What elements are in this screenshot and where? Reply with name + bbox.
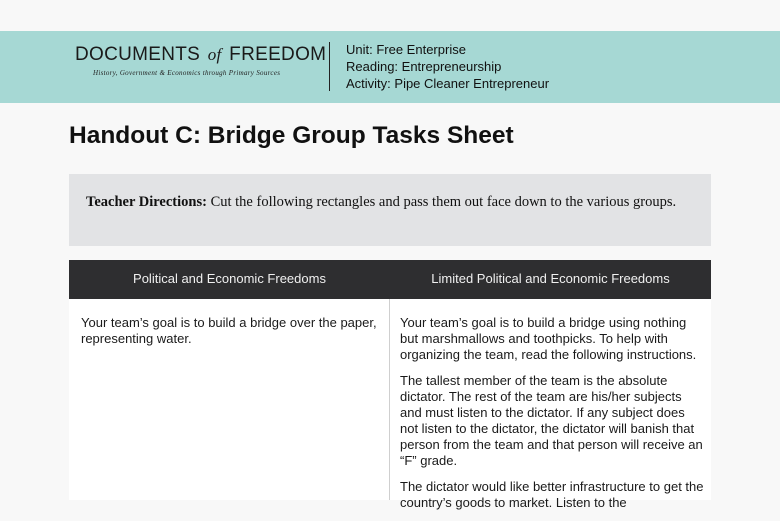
- cell-paragraph: The dictator would like better infrastructure to get the country’s goods to market. Listen to the: [400, 479, 704, 510]
- cell-paragraph: Your team’s goal is to build a bridge over the paper, representing water.: [81, 315, 377, 346]
- top-margin: [0, 0, 780, 31]
- activity-label: Activity: Pipe Cleaner Entrepreneur: [346, 76, 550, 91]
- unit-info: [346, 41, 549, 92]
- cell-paragraph: The tallest member of the team is the absolute dictator. The rest of the team are his/her subjects and must listen to the dictator. If any subject does not listen to the dictator, the dictator will banish that person from the team and that person will receive an “F” grade.: [400, 373, 703, 468]
- brand-title: [75, 44, 327, 66]
- table-cell-freedoms: [81, 315, 381, 357]
- table-cell-limited-freedoms: [400, 315, 704, 521]
- brand-word-freedom: FREEDOM: [229, 44, 327, 65]
- column-divider: [389, 299, 390, 500]
- brand-logo: [75, 44, 327, 77]
- header-banner: [0, 31, 780, 103]
- directions-text: Cut the following rectangles and pass them out face down to the various groups.: [206, 194, 677, 210]
- brand-word-documents: DOCUMENTS: [75, 44, 201, 65]
- column-header-political-economic-freedoms: Political and Economic Freedoms: [133, 271, 326, 286]
- teacher-directions-box: [69, 174, 711, 246]
- directions-label: Teacher Directions:: [86, 194, 207, 210]
- page-title: Handout C: Bridge Group Tasks Sheet: [69, 122, 514, 149]
- reading-label: Reading: Entrepreneurship: [346, 59, 502, 74]
- unit-label: Unit: Free Enterprise: [346, 42, 466, 57]
- header-divider: [329, 42, 330, 91]
- column-header-limited-freedoms: Limited Political and Economic Freedoms: [431, 271, 670, 286]
- table-header-row: [69, 260, 711, 299]
- cell-paragraph: Your team’s goal is to build a bridge using nothing but marshmallows and toothpicks. To help with organizing the team, read the following instructions.: [400, 315, 697, 362]
- tasks-table: [69, 260, 711, 510]
- brand-word-of: of: [207, 45, 222, 64]
- brand-subtitle: History, Government & Economics through Primary Sources: [93, 69, 281, 77]
